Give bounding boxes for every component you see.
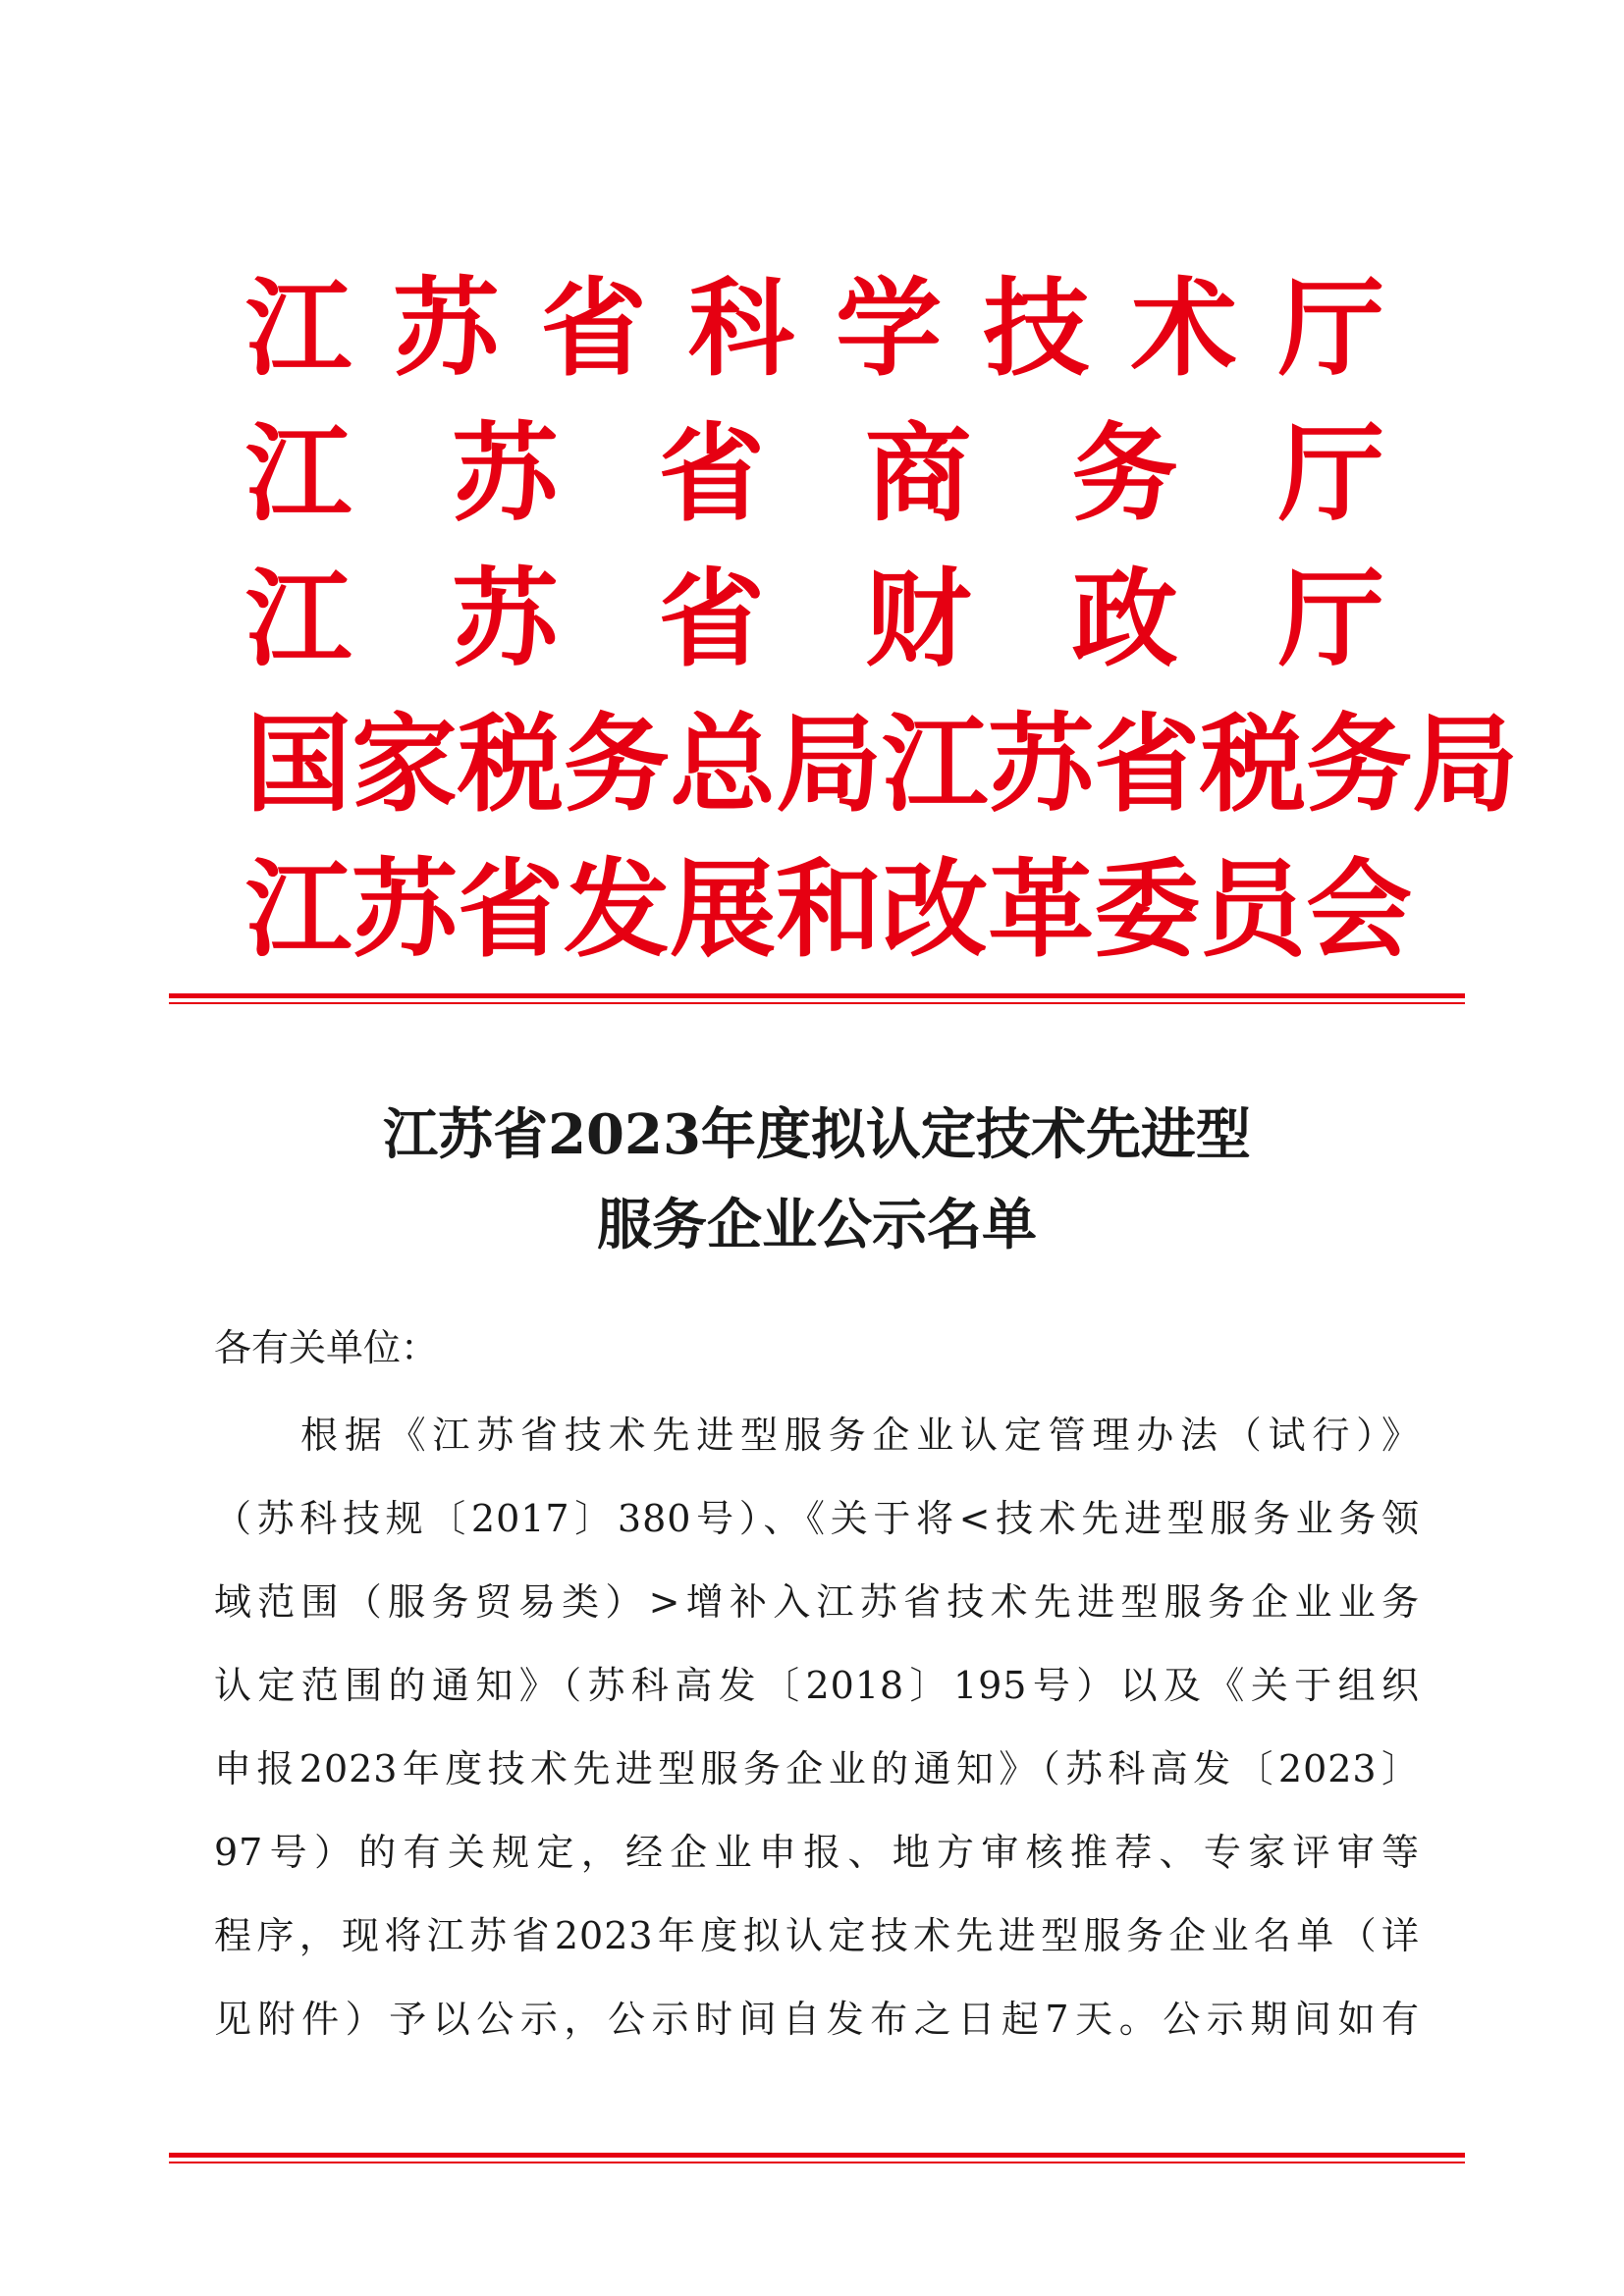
agency-char: 技 <box>983 268 1090 391</box>
agency-char: 江 <box>245 268 352 391</box>
salutation: 各有关单位： <box>214 1326 439 1369</box>
agency-char: 国 <box>245 704 352 827</box>
agency-line-development-reform <box>245 838 1413 984</box>
agency-char: 局 <box>776 704 883 827</box>
agency-char: 厅 <box>1277 268 1384 391</box>
body-line: 域范围（服务贸易类）>增补入江苏省技术先进型服务企业业务 <box>214 1580 1420 1624</box>
agency-line-science-tech <box>245 257 1384 402</box>
document-title <box>169 1090 1465 1270</box>
agency-char: 术 <box>1130 268 1237 391</box>
agency-char: 员 <box>1200 849 1307 972</box>
agency-char: 苏 <box>988 704 1095 827</box>
agency-char: 江 <box>245 413 352 536</box>
agency-char: 江 <box>245 849 352 972</box>
title-line-1: 江苏省2023年度拟认定技术先进型 <box>383 1102 1251 1167</box>
agency-char: 财 <box>865 559 972 681</box>
agency-char: 家 <box>352 704 459 827</box>
divider-thick-line <box>169 2153 1465 2158</box>
agency-char: 商 <box>865 413 972 536</box>
divider-thick-line <box>169 993 1465 998</box>
agency-char: 苏 <box>352 849 459 972</box>
agency-char: 务 <box>1071 413 1178 536</box>
agency-char: 税 <box>458 704 565 827</box>
body-line: 认定范围的通知》（苏科高发〔2018〕195号）以及《关于组织 <box>214 1664 1420 1707</box>
agency-char: 江 <box>882 704 989 827</box>
issuing-agencies-header <box>245 257 1519 984</box>
footer-red-divider <box>169 2153 1465 2163</box>
agency-char: 发 <box>564 849 671 972</box>
agency-char: 改 <box>882 849 989 972</box>
agency-char: 务 <box>564 704 671 827</box>
agency-char: 政 <box>1071 559 1178 681</box>
agency-char: 厅 <box>1277 413 1384 536</box>
agency-line-tax <box>245 693 1519 838</box>
agency-char: 革 <box>988 849 1095 972</box>
agency-char: 省 <box>458 849 565 972</box>
body-line: 根据《江苏省技术先进型服务企业认定管理办法（试行）》 <box>300 1414 1420 1457</box>
agency-char: 省 <box>1094 704 1201 827</box>
agency-char: 苏 <box>393 268 500 391</box>
body-paragraph <box>214 1394 1420 2061</box>
agency-char: 总 <box>670 704 777 827</box>
header-red-divider <box>169 993 1465 1004</box>
agency-line-finance <box>245 548 1384 693</box>
agency-char: 务 <box>1306 704 1413 827</box>
agency-char: 科 <box>687 268 794 391</box>
body-line: 97号）的有关规定，经企业申报、地方审核推荐、专家评审等 <box>214 1831 1420 1874</box>
agency-char: 税 <box>1200 704 1307 827</box>
agency-char: 江 <box>245 559 352 681</box>
agency-char: 苏 <box>452 413 559 536</box>
agency-char: 展 <box>670 849 777 972</box>
agency-char: 委 <box>1094 849 1201 972</box>
agency-line-commerce <box>245 402 1384 548</box>
body-line: 程序，现将江苏省2023年度拟认定技术先进型服务企业名单（详 <box>214 1914 1420 1957</box>
body-line: 申报2023年度技术先进型服务企业的通知》（苏科高发〔2023〕 <box>214 1747 1420 1790</box>
divider-thin-line <box>169 2162 1465 2163</box>
agency-char: 苏 <box>452 559 559 681</box>
agency-char: 和 <box>776 849 883 972</box>
title-line-2: 服务企业公示名单 <box>597 1193 1037 1257</box>
divider-thin-line <box>169 1002 1465 1004</box>
body-line: （苏科技规〔2017〕380号）、《关于将<技术先进型服务业务领 <box>214 1497 1420 1540</box>
agency-char: 会 <box>1306 849 1413 972</box>
agency-char: 学 <box>836 268 943 391</box>
agency-char: 省 <box>658 559 765 681</box>
agency-char: 省 <box>658 413 765 536</box>
agency-char: 厅 <box>1277 559 1384 681</box>
body-line: 见附件）予以公示，公示时间自发布之日起7天。公示期间如有 <box>214 1998 1420 2041</box>
agency-char: 局 <box>1412 704 1519 827</box>
agency-char: 省 <box>540 268 647 391</box>
